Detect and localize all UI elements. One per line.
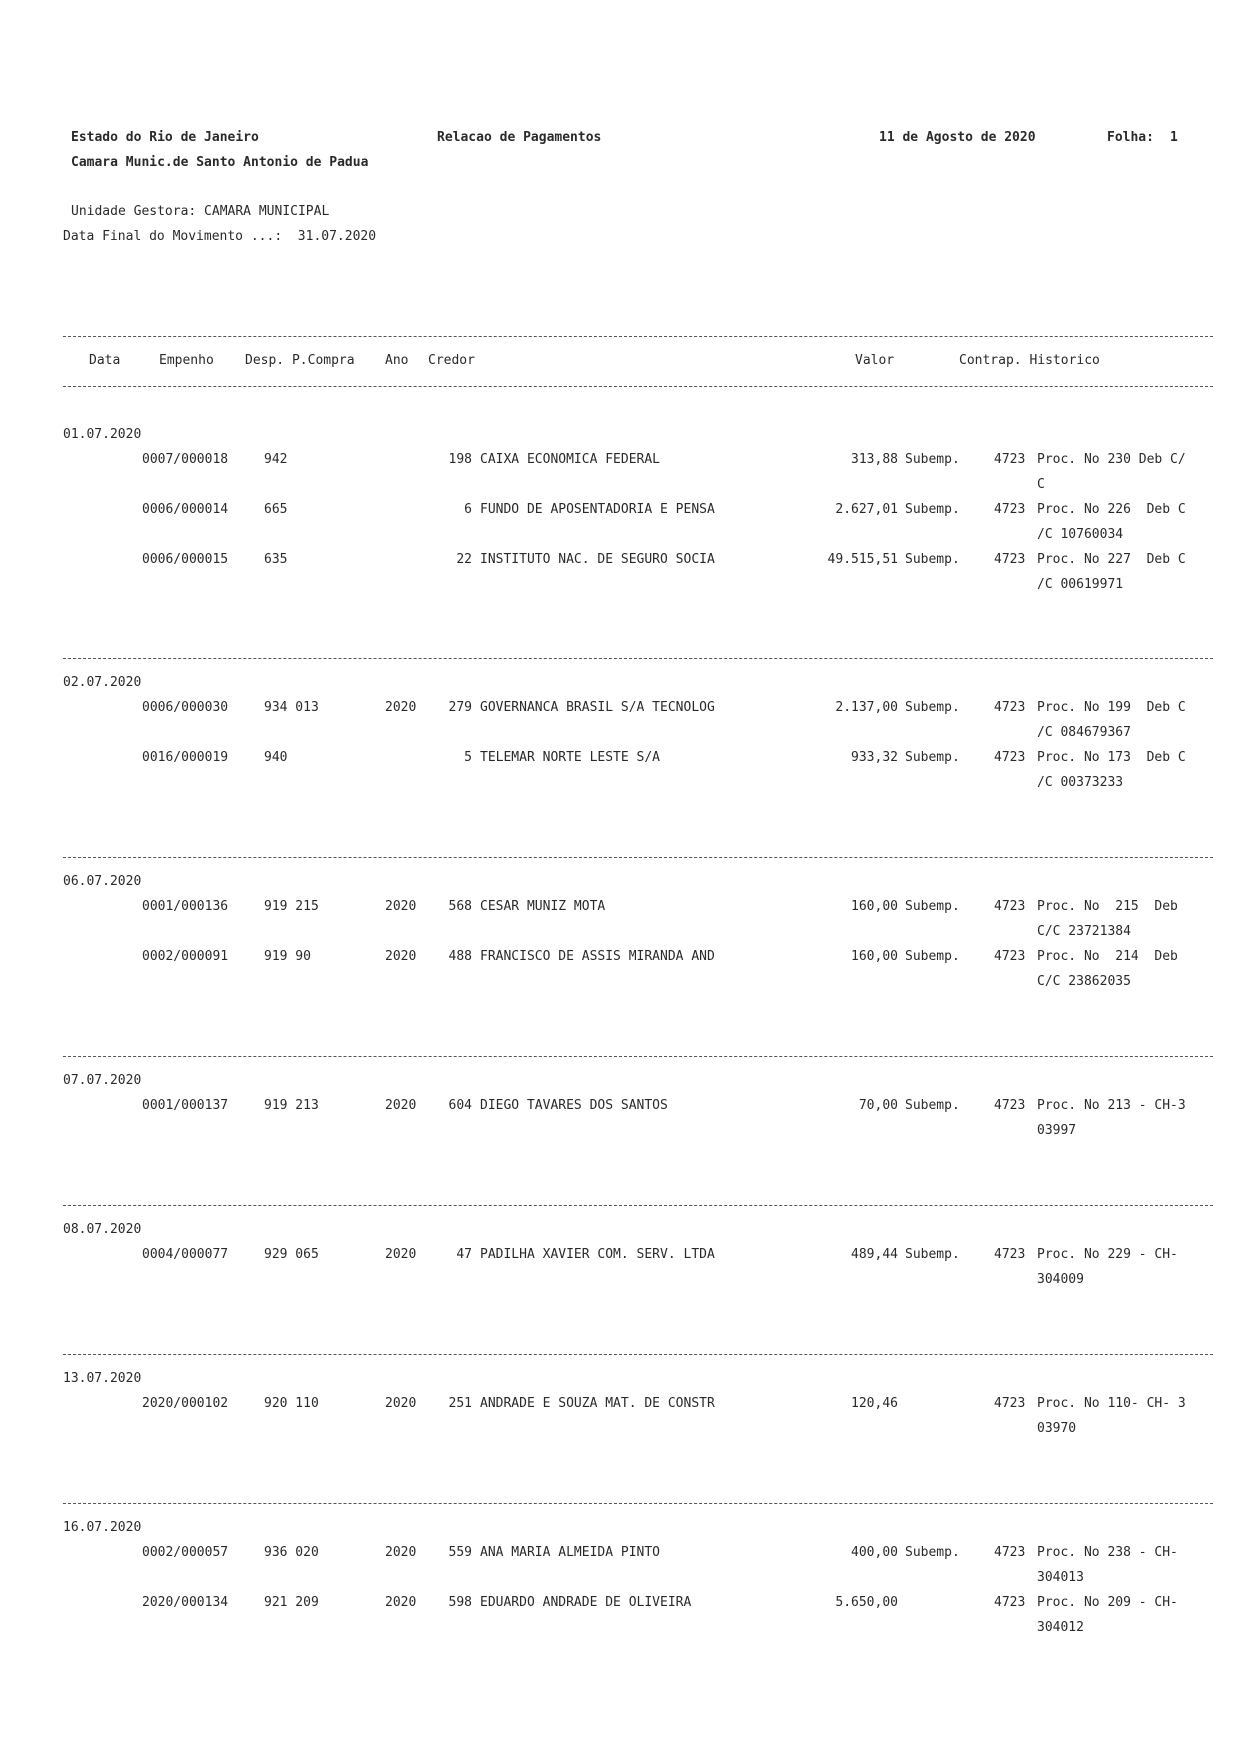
row-desp-pcompra: 919 215 xyxy=(264,899,319,914)
entity-name: Camara Munic.de Santo Antonio de Padua xyxy=(71,155,369,170)
unidade-gestora: Unidade Gestora: CAMARA MUNICIPAL xyxy=(71,204,330,219)
row-contrap: 4723 xyxy=(994,1396,1026,1411)
row-valor: 313,88 xyxy=(851,452,898,467)
row-desp-pcompra: 942 xyxy=(264,452,288,467)
row-empenho: 2020/000102 xyxy=(142,1396,229,1411)
row-ano: 2020 xyxy=(385,1545,417,1560)
row-valor: 400,00 xyxy=(851,1545,898,1560)
group-date: 13.07.2020 xyxy=(63,1371,142,1386)
row-subemp: Subemp. xyxy=(905,1098,960,1113)
row-valor: 160,00 xyxy=(851,949,898,964)
row-contrap: 4723 xyxy=(994,700,1026,715)
row-credor-code: 279 xyxy=(448,700,472,715)
row-empenho: 0002/000057 xyxy=(142,1545,229,1560)
group-date: 01.07.2020 xyxy=(63,427,142,442)
group-separator xyxy=(63,658,1213,659)
group-separator xyxy=(63,1056,1213,1057)
row-contrap: 4723 xyxy=(994,1098,1026,1113)
row-credor-code: 604 xyxy=(448,1098,472,1113)
row-historico-cont: 304009 xyxy=(1037,1272,1084,1287)
row-credor-code: 198 xyxy=(448,452,472,467)
row-credor-name: PADILHA XAVIER COM. SERV. LTDA xyxy=(480,1247,715,1262)
row-historico-cont: 03997 xyxy=(1037,1123,1077,1138)
row-empenho: 0004/000077 xyxy=(142,1247,229,1262)
data-final-movimento: Data Final do Movimento ...: 31.07.2020 xyxy=(63,229,377,244)
row-historico: Proc. No 173 Deb C xyxy=(1037,750,1186,765)
row-historico: Proc. No 110- CH- 3 xyxy=(1037,1396,1186,1411)
row-historico-cont: 304013 xyxy=(1037,1570,1084,1585)
row-credor-name: ANA MARIA ALMEIDA PINTO xyxy=(480,1545,661,1560)
group-date: 02.07.2020 xyxy=(63,675,142,690)
row-valor: 489,44 xyxy=(851,1247,898,1262)
row-historico: Proc. No 226 Deb C xyxy=(1037,502,1186,517)
row-subemp: Subemp. xyxy=(905,700,960,715)
row-valor: 120,46 xyxy=(851,1396,898,1411)
row-desp-pcompra: 934 013 xyxy=(264,700,319,715)
row-subemp: Subemp. xyxy=(905,949,960,964)
row-historico: Proc. No 215 Deb xyxy=(1037,899,1178,914)
row-credor-name: DIEGO TAVARES DOS SANTOS xyxy=(480,1098,668,1113)
row-valor: 2.137,00 xyxy=(835,700,898,715)
row-credor-name: FUNDO DE APOSENTADORIA E PENSA xyxy=(480,502,715,517)
row-valor: 160,00 xyxy=(851,899,898,914)
row-subemp: Subemp. xyxy=(905,899,960,914)
row-credor-name: INSTITUTO NAC. DE SEGURO SOCIA xyxy=(480,552,715,567)
row-subemp: Subemp. xyxy=(905,1545,960,1560)
row-ano: 2020 xyxy=(385,949,417,964)
row-contrap: 4723 xyxy=(994,899,1026,914)
group-separator xyxy=(63,857,1213,858)
row-subemp: Subemp. xyxy=(905,452,960,467)
row-historico-cont: C xyxy=(1037,477,1045,492)
folha-label: Folha: xyxy=(1107,130,1154,145)
row-credor-name: CAIXA ECONOMICA FEDERAL xyxy=(480,452,661,467)
row-ano: 2020 xyxy=(385,1247,417,1262)
group-date: 07.07.2020 xyxy=(63,1073,142,1088)
col-data: Data xyxy=(89,353,121,368)
col-credor: Credor xyxy=(428,353,475,368)
folha-number: 1 xyxy=(1170,130,1178,145)
row-credor-code: 5 xyxy=(464,750,472,765)
row-historico-cont: C/C 23721384 xyxy=(1037,924,1131,939)
row-valor: 70,00 xyxy=(858,1098,898,1113)
row-subemp: Subemp. xyxy=(905,502,960,517)
row-valor: 933,32 xyxy=(851,750,898,765)
row-contrap: 4723 xyxy=(994,452,1026,467)
row-credor-name: CESAR MUNIZ MOTA xyxy=(480,899,606,914)
row-historico-cont: /C 00619971 xyxy=(1037,577,1124,592)
row-empenho: 2020/000134 xyxy=(142,1595,229,1610)
row-credor-code: 488 xyxy=(448,949,472,964)
row-empenho: 0006/000014 xyxy=(142,502,229,517)
row-historico-cont: /C 10760034 xyxy=(1037,527,1124,542)
row-credor-code: 598 xyxy=(448,1595,472,1610)
row-historico: Proc. No 209 - CH- xyxy=(1037,1595,1178,1610)
row-credor-name: EDUARDO ANDRADE DE OLIVEIRA xyxy=(480,1595,692,1610)
group-date: 06.07.2020 xyxy=(63,874,142,889)
group-date: 08.07.2020 xyxy=(63,1222,142,1237)
row-historico: Proc. No 214 Deb xyxy=(1037,949,1178,964)
col-empenho: Empenho xyxy=(159,353,214,368)
row-empenho: 0006/000015 xyxy=(142,552,229,567)
row-historico: Proc. No 199 Deb C xyxy=(1037,700,1186,715)
row-desp-pcompra: 919 213 xyxy=(264,1098,319,1113)
row-contrap: 4723 xyxy=(994,1595,1026,1610)
group-date: 16.07.2020 xyxy=(63,1520,142,1535)
row-ano: 2020 xyxy=(385,1098,417,1113)
row-contrap: 4723 xyxy=(994,949,1026,964)
row-historico-cont: /C 00373233 xyxy=(1037,775,1124,790)
row-historico-cont: C/C 23862035 xyxy=(1037,974,1131,989)
col-contrap-historico: Contrap. Historico xyxy=(959,353,1100,368)
row-desp-pcompra: 929 065 xyxy=(264,1247,319,1262)
row-empenho: 0001/000136 xyxy=(142,899,229,914)
header-rule-bottom xyxy=(63,386,1213,387)
row-credor-code: 251 xyxy=(448,1396,472,1411)
row-empenho: 0007/000018 xyxy=(142,452,229,467)
row-ano: 2020 xyxy=(385,1396,417,1411)
row-desp-pcompra: 665 xyxy=(264,502,288,517)
row-contrap: 4723 xyxy=(994,750,1026,765)
row-contrap: 4723 xyxy=(994,552,1026,567)
row-desp-pcompra: 921 209 xyxy=(264,1595,319,1610)
row-ano: 2020 xyxy=(385,899,417,914)
row-desp-pcompra: 940 xyxy=(264,750,288,765)
row-valor: 2.627,01 xyxy=(835,502,898,517)
row-historico-cont: 304012 xyxy=(1037,1620,1084,1635)
report-title: Relacao de Pagamentos xyxy=(437,130,602,145)
col-ano: Ano xyxy=(385,353,409,368)
row-desp-pcompra: 919 90 xyxy=(264,949,311,964)
row-valor: 5.650,00 xyxy=(835,1595,898,1610)
row-desp-pcompra: 936 020 xyxy=(264,1545,319,1560)
row-desp-pcompra: 635 xyxy=(264,552,288,567)
row-credor-code: 568 xyxy=(448,899,472,914)
report-date: 11 de Agosto de 2020 xyxy=(879,130,1036,145)
row-ano: 2020 xyxy=(385,700,417,715)
row-contrap: 4723 xyxy=(994,1545,1026,1560)
row-historico: Proc. No 230 Deb C/ xyxy=(1037,452,1186,467)
row-credor-name: TELEMAR NORTE LESTE S/A xyxy=(480,750,661,765)
row-empenho: 0002/000091 xyxy=(142,949,229,964)
row-desp-pcompra: 920 110 xyxy=(264,1396,319,1411)
row-credor-code: 6 xyxy=(464,502,472,517)
col-desp-pcompra: Desp. P.Compra xyxy=(245,353,355,368)
row-empenho: 0016/000019 xyxy=(142,750,229,765)
row-historico: Proc. No 213 - CH-3 xyxy=(1037,1098,1186,1113)
col-valor: Valor xyxy=(855,353,895,368)
row-historico: Proc. No 238 - CH- xyxy=(1037,1545,1178,1560)
group-separator xyxy=(63,1503,1213,1504)
row-subemp: Subemp. xyxy=(905,750,960,765)
row-credor-name: GOVERNANCA BRASIL S/A TECNOLOG xyxy=(480,700,715,715)
row-credor-code: 22 xyxy=(456,552,472,567)
row-subemp: Subemp. xyxy=(905,1247,960,1262)
header-rule-top xyxy=(63,336,1213,337)
row-historico-cont: /C 084679367 xyxy=(1037,725,1131,740)
row-ano: 2020 xyxy=(385,1595,417,1610)
row-empenho: 0006/000030 xyxy=(142,700,229,715)
row-empenho: 0001/000137 xyxy=(142,1098,229,1113)
row-subemp: Subemp. xyxy=(905,552,960,567)
row-valor: 49.515,51 xyxy=(827,552,898,567)
group-separator xyxy=(63,1205,1213,1206)
row-historico: Proc. No 229 - CH- xyxy=(1037,1247,1178,1262)
group-separator xyxy=(63,1354,1213,1355)
row-contrap: 4723 xyxy=(994,502,1026,517)
row-credor-name: ANDRADE E SOUZA MAT. DE CONSTR xyxy=(480,1396,715,1411)
row-credor-code: 559 xyxy=(448,1545,472,1560)
row-historico: Proc. No 227 Deb C xyxy=(1037,552,1186,567)
row-credor-code: 47 xyxy=(456,1247,472,1262)
row-contrap: 4723 xyxy=(994,1247,1026,1262)
header-state: Estado do Rio de Janeiro xyxy=(71,130,259,145)
row-historico-cont: 03970 xyxy=(1037,1421,1077,1436)
row-credor-name: FRANCISCO DE ASSIS MIRANDA AND xyxy=(480,949,715,964)
